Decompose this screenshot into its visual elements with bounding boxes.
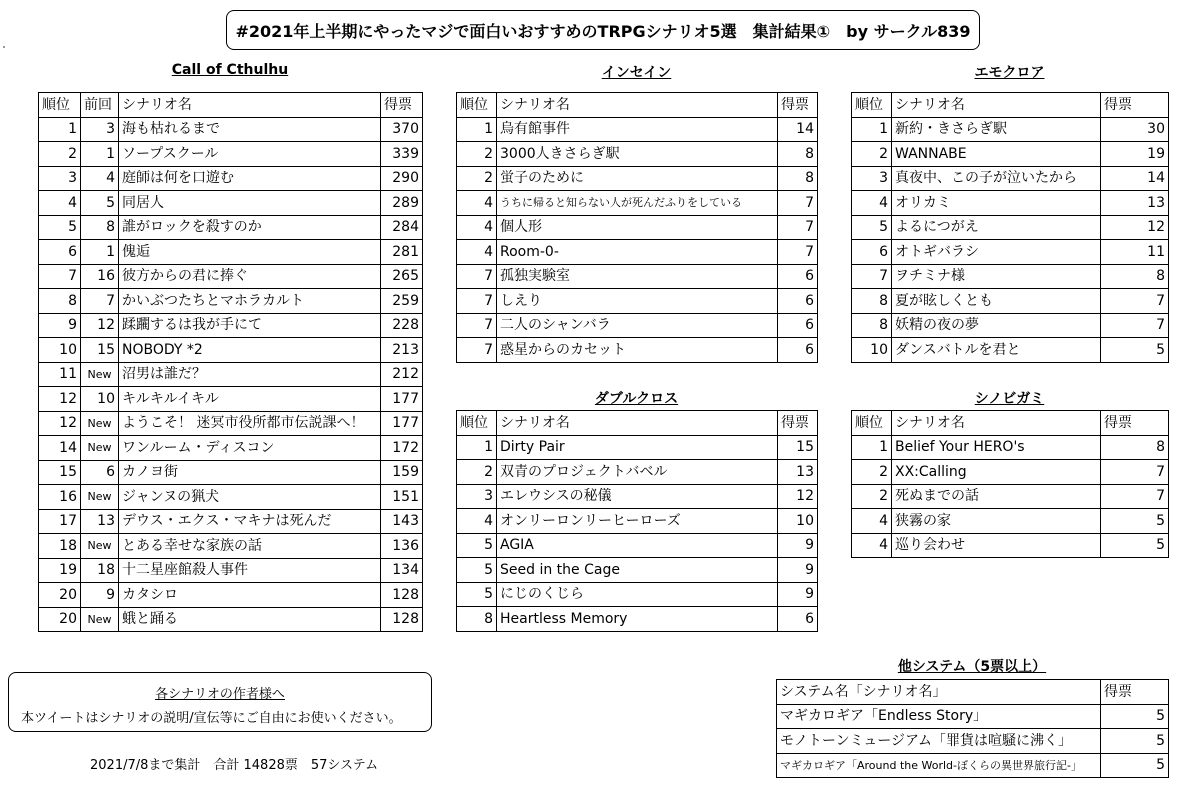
rank-cell: 4 [457, 240, 497, 265]
prev-cell: 7 [81, 289, 119, 314]
rank-cell: 4 [852, 509, 892, 534]
rank-cell: 1 [39, 117, 81, 142]
votes-cell: 5 [1101, 338, 1169, 363]
votes-cell: 9 [778, 533, 818, 558]
prev-cell: New [81, 485, 119, 510]
votes-cell: 7 [778, 215, 818, 240]
votes-cell: 10 [778, 509, 818, 534]
name-cell: しえり [497, 289, 778, 314]
rank-cell: 8 [39, 289, 81, 314]
prev-cell: 13 [81, 509, 119, 534]
table-row [852, 484, 1169, 509]
name-cell: 死ぬまでの話 [892, 484, 1101, 509]
table-row [39, 215, 423, 240]
table-row [39, 387, 423, 412]
table-row [777, 753, 1169, 778]
name-cell: 蛍子のために [497, 166, 778, 191]
votes-cell: 7 [1101, 460, 1169, 485]
table-row [39, 583, 423, 608]
name-cell: 誰がロックを殺すのか [119, 215, 381, 240]
rank-cell: 8 [457, 607, 497, 632]
rank-cell: 18 [39, 534, 81, 559]
rank-cell: 1 [852, 435, 892, 460]
table-row [457, 460, 818, 485]
name-cell: モノトーンミュージアム「罪貨は喧騒に沸く」 [777, 729, 1101, 754]
table-row [457, 313, 818, 338]
rank-cell: 2 [457, 166, 497, 191]
name-cell: 十二星座館殺人事件 [119, 558, 381, 583]
rank-cell: 19 [39, 558, 81, 583]
name-cell: Heartless Memory [497, 607, 778, 632]
votes-cell: 339 [381, 142, 423, 167]
name-cell: にじのくじら [497, 582, 778, 607]
rank-cell: 2 [457, 460, 497, 485]
votes-cell: 30 [1101, 117, 1169, 142]
votes-cell: 9 [778, 558, 818, 583]
rank-cell: 3 [39, 166, 81, 191]
other-systems-table [776, 679, 1169, 778]
shinobigami-section-title: シノビガミ [974, 391, 1045, 407]
votes-cell: 289 [381, 191, 423, 216]
prev-cell: 4 [81, 166, 119, 191]
name-cell: WANNABE [892, 142, 1101, 167]
prev-cell: 12 [81, 313, 119, 338]
table-row [457, 264, 818, 289]
votes-cell: 6 [778, 289, 818, 314]
votes-cell: 13 [778, 460, 818, 485]
name-cell: かいぶつたちとマホラカルト [119, 289, 381, 314]
rank-cell: 10 [39, 338, 81, 363]
rank-cell: 5 [852, 215, 892, 240]
name-cell: カノヨ街 [119, 460, 381, 485]
votes-cell: 212 [381, 362, 423, 387]
column-header-votes: 得票 [778, 93, 818, 118]
votes-cell: 159 [381, 460, 423, 485]
name-cell: 妖精の夜の夢 [892, 313, 1101, 338]
name-cell: ヲチミナ様 [892, 264, 1101, 289]
table-row [852, 166, 1169, 191]
column-header-votes: 得票 [381, 93, 423, 118]
votes-cell: 5 [1101, 753, 1169, 778]
table-row [457, 166, 818, 191]
name-cell: ようこそ！ 迷冥市役所都市伝説課へ！ [119, 411, 381, 436]
name-cell: NOBODY *2 [119, 338, 381, 363]
name-cell: 海も枯れるまで [119, 117, 381, 142]
votes-cell: 281 [381, 240, 423, 265]
table-row [39, 142, 423, 167]
name-cell: 惑星からのカセット [497, 338, 778, 363]
votes-cell: 228 [381, 313, 423, 338]
name-cell: 蹂躙するは我が手にて [119, 313, 381, 338]
emoklore-section-title: エモクロア [974, 65, 1045, 81]
table-row [39, 485, 423, 510]
votes-cell: 5 [1101, 509, 1169, 534]
dx-section-title: ダブルクロス [594, 391, 679, 407]
table-row [457, 558, 818, 583]
name-cell: キルキルイキル [119, 387, 381, 412]
table-row [457, 215, 818, 240]
prev-cell: New [81, 411, 119, 436]
name-cell: 同居人 [119, 191, 381, 216]
name-cell: 彼方からの君に捧ぐ [119, 264, 381, 289]
column-header-rank: 順位 [852, 411, 892, 436]
name-cell: よるにつがえ [892, 215, 1101, 240]
votes-cell: 19 [1101, 142, 1169, 167]
prev-cell: 1 [81, 240, 119, 265]
name-cell: AGIA [497, 533, 778, 558]
name-cell: 傀逅 [119, 240, 381, 265]
name-cell: Dirty Pair [497, 435, 778, 460]
column-header-rank: 順位 [457, 93, 497, 118]
name-cell: オンリーロンリーヒーローズ [497, 509, 778, 534]
header-row [852, 411, 1169, 436]
votes-cell: 128 [381, 583, 423, 608]
emoklore-ranking-table [851, 92, 1169, 363]
votes-cell: 12 [778, 484, 818, 509]
table-row [457, 484, 818, 509]
votes-cell: 7 [778, 240, 818, 265]
votes-cell: 7 [1101, 289, 1169, 314]
rank-cell: 8 [852, 313, 892, 338]
votes-cell: 8 [1101, 264, 1169, 289]
table-row [852, 191, 1169, 216]
votes-cell: 7 [1101, 313, 1169, 338]
votes-cell: 6 [778, 264, 818, 289]
table-row [457, 240, 818, 265]
insane-section-title: インセイン [601, 65, 672, 81]
header-row [852, 93, 1169, 118]
rank-cell: 14 [39, 436, 81, 461]
name-cell: 孤独実験室 [497, 264, 778, 289]
header-row [457, 411, 818, 436]
author-note-body: 本ツイートはシナリオの説明/宣伝等にご自由にお使いください。 [21, 711, 402, 726]
prev-cell: New [81, 607, 119, 632]
rank-cell: 7 [852, 264, 892, 289]
table-row [457, 509, 818, 534]
name-cell: 狭霧の家 [892, 509, 1101, 534]
votes-cell: 213 [381, 338, 423, 363]
name-cell: XX:Calling [892, 460, 1101, 485]
votes-cell: 13 [1101, 191, 1169, 216]
table-row [852, 240, 1169, 265]
name-cell: オトギバラシ [892, 240, 1101, 265]
rank-cell: 7 [39, 264, 81, 289]
column-header-name: シナリオ名 [892, 411, 1101, 436]
rank-cell: 3 [457, 484, 497, 509]
rank-cell: 4 [852, 533, 892, 558]
rank-cell: 17 [39, 509, 81, 534]
column-header-name: シナリオ名 [497, 411, 778, 436]
coc-ranking-table [38, 92, 423, 632]
votes-cell: 9 [778, 582, 818, 607]
rank-cell: 12 [39, 387, 81, 412]
prev-cell: 8 [81, 215, 119, 240]
name-cell: 3000人きさらぎ駅 [497, 142, 778, 167]
table-row [39, 607, 423, 632]
rank-cell: 1 [457, 117, 497, 142]
votes-cell: 284 [381, 215, 423, 240]
votes-cell: 8 [778, 166, 818, 191]
prev-cell: New [81, 436, 119, 461]
votes-cell: 151 [381, 485, 423, 510]
rank-cell: 5 [457, 558, 497, 583]
votes-cell: 14 [1101, 166, 1169, 191]
author-note-title: 各シナリオの作者様へ [155, 687, 285, 702]
votes-cell: 6 [778, 338, 818, 363]
rank-cell: 3 [852, 166, 892, 191]
name-cell: カタシロ [119, 583, 381, 608]
table-row [852, 264, 1169, 289]
name-cell: ワンルーム・ディスコン [119, 436, 381, 461]
votes-cell: 12 [1101, 215, 1169, 240]
tally-summary: 2021/7/8まで集計 合計 14828票 57システム [90, 758, 379, 773]
table-row [39, 509, 423, 534]
name-cell: 庭師は何を口遊む [119, 166, 381, 191]
table-row [457, 338, 818, 363]
page-title [226, 10, 980, 50]
rank-cell: 2 [457, 142, 497, 167]
table-row [852, 117, 1169, 142]
table-row [39, 166, 423, 191]
prev-cell: 1 [81, 142, 119, 167]
name-cell: Seed in the Cage [497, 558, 778, 583]
votes-cell: 7 [1101, 484, 1169, 509]
header-row [777, 680, 1169, 705]
prev-cell: 6 [81, 460, 119, 485]
table-row [39, 436, 423, 461]
table-row [39, 411, 423, 436]
rank-cell: 2 [39, 142, 81, 167]
name-cell: 真夜中、この子が泣いたから [892, 166, 1101, 191]
table-row [457, 435, 818, 460]
column-header-name: シナリオ名 [892, 93, 1101, 118]
name-cell: マギカロギア「Endless Story」 [777, 704, 1101, 729]
name-cell: 個人形 [497, 215, 778, 240]
table-row [39, 117, 423, 142]
other-section-title: 他システム（5票以上） [897, 659, 1047, 675]
prev-cell: 10 [81, 387, 119, 412]
votes-cell: 177 [381, 387, 423, 412]
votes-cell: 15 [778, 435, 818, 460]
table-row [852, 509, 1169, 534]
column-header-name: システム名「シナリオ名」 [777, 680, 1101, 705]
votes-cell: 172 [381, 436, 423, 461]
name-cell: デウス・エクス・マキナは死んだ [119, 509, 381, 534]
insane-ranking-table [456, 92, 818, 363]
votes-cell: 5 [1101, 729, 1169, 754]
votes-cell: 143 [381, 509, 423, 534]
votes-cell: 14 [778, 117, 818, 142]
rank-cell: 10 [852, 338, 892, 363]
prev-cell: New [81, 362, 119, 387]
table-row [852, 142, 1169, 167]
rank-cell: 4 [457, 509, 497, 534]
rank-cell: 7 [457, 264, 497, 289]
name-cell: 沼男は誰だ？ [119, 362, 381, 387]
table-row [457, 117, 818, 142]
rank-cell: 16 [39, 485, 81, 510]
rank-cell: 1 [852, 117, 892, 142]
table-row [39, 460, 423, 485]
rank-cell: 2 [852, 484, 892, 509]
name-cell: うちに帰ると知らない人が死んだふりをしている [497, 191, 778, 216]
votes-cell: 128 [381, 607, 423, 632]
table-row [39, 338, 423, 363]
table-row [852, 313, 1169, 338]
prev-cell: 3 [81, 117, 119, 142]
table-row [39, 264, 423, 289]
rank-cell: 15 [39, 460, 81, 485]
name-cell: ダンスバトルを君と [892, 338, 1101, 363]
votes-cell: 11 [1101, 240, 1169, 265]
name-cell: エレウシスの秘儀 [497, 484, 778, 509]
name-cell: 烏有館事件 [497, 117, 778, 142]
column-header-votes: 得票 [1101, 93, 1169, 118]
name-cell: オリカミ [892, 191, 1101, 216]
table-row [852, 533, 1169, 558]
table-row [852, 338, 1169, 363]
column-header-rank: 順位 [39, 93, 81, 118]
table-row [457, 191, 818, 216]
name-cell: ソープスクール [119, 142, 381, 167]
prev-cell: 15 [81, 338, 119, 363]
table-row [457, 582, 818, 607]
name-cell: 巡り会わせ [892, 533, 1101, 558]
table-row [457, 533, 818, 558]
table-row [852, 460, 1169, 485]
table-row [852, 215, 1169, 240]
table-row [457, 289, 818, 314]
column-header-votes: 得票 [1101, 411, 1169, 436]
rank-cell: 5 [457, 582, 497, 607]
rank-cell: 4 [457, 215, 497, 240]
column-header-name: シナリオ名 [497, 93, 778, 118]
table-row [777, 729, 1169, 754]
rank-cell: 11 [39, 362, 81, 387]
rank-cell: 2 [852, 460, 892, 485]
prev-cell: 18 [81, 558, 119, 583]
prev-cell: 9 [81, 583, 119, 608]
table-row [39, 289, 423, 314]
coc-section-title: Call of Cthulhu [171, 62, 289, 78]
votes-cell: 7 [778, 191, 818, 216]
name-cell: とある幸せな家族の話 [119, 534, 381, 559]
rank-cell: 1 [457, 435, 497, 460]
name-cell: 夏が眩しくとも [892, 289, 1101, 314]
name-cell: Belief Your HERO's [892, 435, 1101, 460]
votes-cell: 290 [381, 166, 423, 191]
table-row [852, 289, 1169, 314]
name-cell: Room-0- [497, 240, 778, 265]
prev-cell: 5 [81, 191, 119, 216]
table-row [457, 142, 818, 167]
name-cell: 二人のシャンバラ [497, 313, 778, 338]
rank-cell: 4 [39, 191, 81, 216]
votes-cell: 8 [1101, 435, 1169, 460]
column-header-rank: 順位 [457, 411, 497, 436]
table-row [39, 362, 423, 387]
votes-cell: 6 [778, 607, 818, 632]
rank-cell: 4 [852, 191, 892, 216]
rank-cell: 5 [39, 215, 81, 240]
votes-cell: 8 [778, 142, 818, 167]
votes-cell: 5 [1101, 533, 1169, 558]
votes-cell: 6 [778, 313, 818, 338]
dx-ranking-table [456, 410, 818, 632]
table-row [777, 704, 1169, 729]
votes-cell: 134 [381, 558, 423, 583]
column-header-rank: 順位 [852, 93, 892, 118]
table-row [39, 558, 423, 583]
table-row [457, 607, 818, 632]
prev-cell: New [81, 534, 119, 559]
rank-cell: 8 [852, 289, 892, 314]
column-header-prev: 前回 [81, 93, 119, 118]
rank-cell: 9 [39, 313, 81, 338]
name-cell: 蛾と踊る [119, 607, 381, 632]
column-header-votes: 得票 [778, 411, 818, 436]
rank-cell: 7 [457, 338, 497, 363]
table-row [39, 191, 423, 216]
name-cell: マギカロギア「Around the World-ぼくらの異世界旅行記-」 [777, 753, 1101, 778]
rank-cell: 12 [39, 411, 81, 436]
votes-cell: 259 [381, 289, 423, 314]
votes-cell: 5 [1101, 704, 1169, 729]
rank-cell: 7 [457, 289, 497, 314]
rank-cell: 5 [457, 533, 497, 558]
name-cell: ジャンヌの猟犬 [119, 485, 381, 510]
shinobigami-ranking-table [851, 410, 1169, 558]
author-note-box [8, 672, 432, 732]
votes-cell: 177 [381, 411, 423, 436]
rank-cell: 2 [852, 142, 892, 167]
stray-dot [3, 46, 5, 48]
name-cell: 双青のプロジェクトバベル [497, 460, 778, 485]
name-cell: 新約・きさらぎ駅 [892, 117, 1101, 142]
rank-cell: 4 [457, 191, 497, 216]
rank-cell: 20 [39, 583, 81, 608]
rank-cell: 6 [39, 240, 81, 265]
column-header-votes: 得票 [1101, 680, 1169, 705]
votes-cell: 265 [381, 264, 423, 289]
rank-cell: 6 [852, 240, 892, 265]
votes-cell: 136 [381, 534, 423, 559]
table-row [852, 435, 1169, 460]
rank-cell: 20 [39, 607, 81, 632]
table-row [39, 313, 423, 338]
header-row [457, 93, 818, 118]
header-row [39, 93, 423, 118]
rank-cell: 7 [457, 313, 497, 338]
votes-cell: 370 [381, 117, 423, 142]
table-row [39, 534, 423, 559]
table-row [39, 240, 423, 265]
column-header-name: シナリオ名 [119, 93, 381, 118]
page-title-text: #2021年上半期にやったマジで面白いおすすめのTRPGシナリオ5選 集計結果① by サークル839 [235, 21, 971, 41]
prev-cell: 16 [81, 264, 119, 289]
